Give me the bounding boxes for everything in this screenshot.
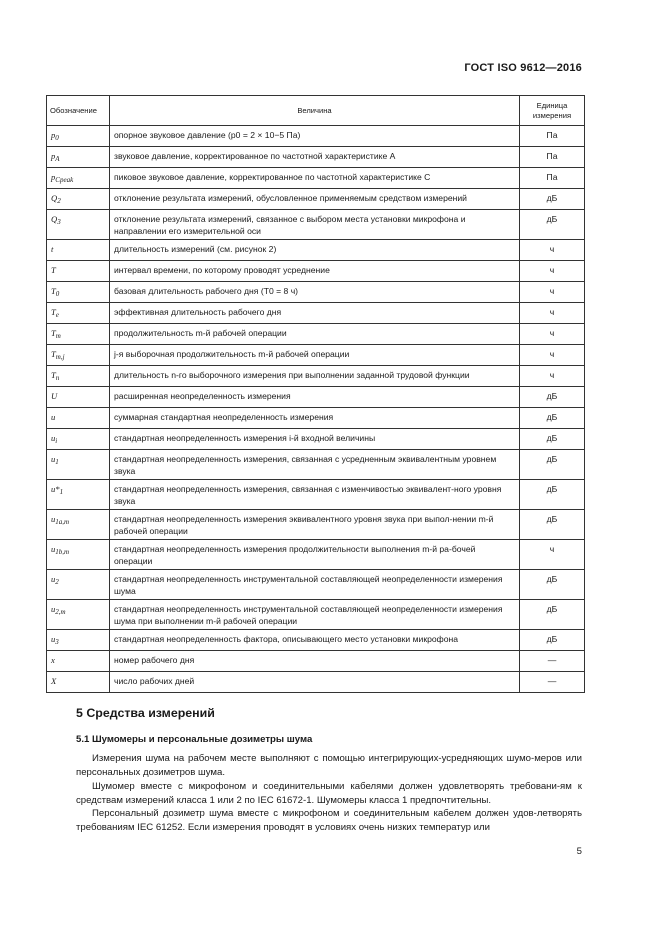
symbol-subscript: 2,m — [55, 608, 66, 616]
symbol-subscript: A — [55, 155, 60, 163]
unit-cell: ч — [520, 240, 585, 261]
unit-cell: Па — [520, 147, 585, 168]
unit-cell: дБ — [520, 630, 585, 651]
symbol-letter: T — [51, 286, 56, 296]
symbol-cell — [47, 168, 110, 189]
description-cell: число рабочих дней — [110, 672, 520, 693]
symbol-subscript: 0 — [55, 134, 59, 142]
table-row — [47, 366, 585, 387]
symbol-cell — [47, 261, 110, 282]
description-cell: продолжительность m-й рабочей операции — [110, 324, 520, 345]
symbol-letter: T — [51, 349, 56, 359]
symbol-cell — [47, 147, 110, 168]
unit-cell: дБ — [520, 570, 585, 600]
symbol-letter: Q — [51, 214, 58, 224]
symbol-subscript: 2 — [55, 578, 59, 586]
description-cell: стандартная неопределенность фактора, описывающего место установки микрофона — [110, 630, 520, 651]
symbol-subscript: 1b,m — [55, 548, 70, 556]
symbol-letter: T — [51, 328, 56, 338]
symbol-cell — [47, 126, 110, 147]
table-row — [47, 570, 585, 600]
header-symbol: Обозначение — [47, 96, 110, 126]
unit-cell: ч — [520, 345, 585, 366]
symbol-cell — [47, 600, 110, 630]
symbol-letter: Q — [51, 193, 58, 203]
symbol-letter: T — [51, 265, 56, 275]
description-cell: длительность измерений (см. рисунок 2) — [110, 240, 520, 261]
paragraph-3: Персональный дозиметр шума вместе с микрофоном и соединительным кабелем должен удов-летворять требованиям IEC 61252. Если измерения проводят в условиях очень низких температур или — [76, 808, 582, 833]
symbol-letter: u — [51, 544, 56, 554]
description-cell: стандартная неопределенность измерения, связанная с изменчивостью эквивалент-ного уровня звука — [110, 480, 520, 510]
symbol-cell — [47, 324, 110, 345]
unit-cell: дБ — [520, 480, 585, 510]
symbol-letter: p — [51, 130, 56, 140]
header-unit — [520, 96, 585, 126]
table-row — [47, 210, 585, 240]
symbol-letter: u — [51, 634, 56, 644]
header-unit-line1: Единица — [536, 100, 568, 110]
symbol-subscript: 3 — [57, 218, 61, 226]
description-cell: пиковое звуковое давление, корректированное по частотной характеристике C — [110, 168, 520, 189]
unit-cell: — — [520, 651, 585, 672]
unit-cell: дБ — [520, 189, 585, 210]
symbol-letter: T — [51, 307, 56, 317]
symbol-subscript: 1a,m — [55, 518, 70, 526]
symbol-cell — [47, 366, 110, 387]
table-row — [47, 480, 585, 510]
description-cell: стандартная неопределенность инструментальной составляющей неопределенности измерения шума — [110, 570, 520, 600]
table-row — [47, 600, 585, 630]
header-unit-line2: измерения — [532, 110, 572, 120]
symbol-cell — [47, 387, 110, 408]
symbol-subscript: 1 — [55, 458, 59, 466]
table-row — [47, 450, 585, 480]
unit-cell: дБ — [520, 210, 585, 240]
symbol-subscript: n — [55, 374, 60, 382]
table-row — [47, 324, 585, 345]
table-row — [47, 303, 585, 324]
symbol-cell — [47, 672, 110, 693]
unit-cell: — — [520, 672, 585, 693]
description-cell: стандартная неопределенность измерения i-й входной величины — [110, 429, 520, 450]
symbol-letter: p — [51, 172, 56, 182]
symbol-subscript: 2 — [57, 197, 61, 205]
table-row — [47, 408, 585, 429]
description-cell: стандартная неопределенность измерения, связанная с усредненным эквивалентным уровнем звука — [110, 450, 520, 480]
unit-cell: дБ — [520, 450, 585, 480]
symbols-table — [46, 95, 585, 693]
table-row — [47, 261, 585, 282]
paragraph-2: Шумомер вместе с микрофоном и соединительными кабелями должен удовлетворять требовани-ям к средствам измерений класса 1 или 2 по IEC 61672-1. Шумомеры класса 1 предпочтительны. — [76, 781, 582, 806]
symbol-cell — [47, 189, 110, 210]
unit-cell: дБ — [520, 510, 585, 540]
section-title: 5 Средства измерений — [76, 706, 215, 720]
symbol-subscript: 0 — [55, 290, 60, 298]
description-cell: отклонение результата измерений, связанное с выбором места установки микрофона и направлении его измерительной оси — [110, 210, 520, 240]
description-cell: суммарная стандартная неопределенность измерения — [110, 408, 520, 429]
table-row — [47, 345, 585, 366]
table-header-row — [47, 96, 585, 126]
description-cell: стандартная неопределенность измерения эквивалентного уровня звука при выпол-нении m-й рабочей операции — [110, 510, 520, 540]
description-cell: интервал времени, по которому проводят усреднение — [110, 261, 520, 282]
table-row — [47, 429, 585, 450]
symbol-cell — [47, 408, 110, 429]
symbol-cell — [47, 651, 110, 672]
symbol-cell — [47, 510, 110, 540]
unit-cell: Па — [520, 126, 585, 147]
unit-cell: дБ — [520, 600, 585, 630]
symbol-letter: u* — [51, 484, 60, 494]
symbol-subscript: 1 — [59, 488, 64, 496]
unit-cell: ч — [520, 282, 585, 303]
symbol-letter: p — [51, 151, 56, 161]
description-cell: расширенная неопределенность измерения — [110, 387, 520, 408]
symbol-letter: u — [51, 574, 56, 584]
symbol-cell — [47, 570, 110, 600]
description-cell: опорное звуковое давление (p0 = 2 × 10−5 Па) — [110, 126, 520, 147]
symbol-subscript: m — [55, 332, 61, 340]
table-row — [47, 510, 585, 540]
page-number: 5 — [576, 846, 582, 857]
unit-cell: дБ — [520, 429, 585, 450]
unit-cell: ч — [520, 366, 585, 387]
table-row — [47, 672, 585, 693]
table-row — [47, 630, 585, 651]
description-cell: стандартная неопределенность измерения продолжительности выполнения m-й ра-бочей операции — [110, 540, 520, 570]
symbol-cell — [47, 429, 110, 450]
symbol-cell — [47, 282, 110, 303]
symbol-subscript: i — [55, 437, 58, 445]
symbol-letter: U — [51, 391, 58, 401]
table-row — [47, 126, 585, 147]
paragraph-1: Измерения шума на рабочем месте выполняют с помощью интегрирующих-усредняющих шумо-меров или персональных дозиметров шума. — [76, 753, 582, 778]
description-cell: номер рабочего дня — [110, 651, 520, 672]
symbol-cell — [47, 540, 110, 570]
symbol-letter: T — [51, 370, 56, 380]
symbol-letter: t — [51, 244, 54, 254]
header-quantity: Величина — [110, 96, 520, 126]
subsection-title: 5.1 Шумомеры и персональные дозиметры шума — [76, 734, 313, 745]
description-cell: длительность n-го выборочного измерения при выполнении заданной трудовой функции — [110, 366, 520, 387]
table-row — [47, 189, 585, 210]
description-cell: эффективная длительность рабочего дня — [110, 303, 520, 324]
symbol-letter: u — [51, 604, 56, 614]
symbol-letter: u — [51, 514, 56, 524]
symbol-subscript: m,j — [55, 353, 65, 361]
symbol-letter: u — [51, 412, 56, 422]
unit-cell: дБ — [520, 408, 585, 429]
table-row — [47, 540, 585, 570]
symbol-cell — [47, 303, 110, 324]
unit-cell: ч — [520, 303, 585, 324]
symbol-cell — [47, 240, 110, 261]
symbol-cell — [47, 630, 110, 651]
document-code: ГОСТ ISO 9612—2016 — [464, 62, 582, 74]
description-cell: отклонение результата измерений, обусловленное применяемым средством измерений — [110, 189, 520, 210]
description-cell: j-я выборочная продолжительность m-й рабочей операции — [110, 345, 520, 366]
symbol-subscript: Cpeak — [55, 176, 74, 184]
symbol-letter: X — [51, 676, 57, 686]
description-cell: базовая длительность рабочего дня (T0 = 8 ч) — [110, 282, 520, 303]
symbol-cell — [47, 450, 110, 480]
symbol-letter: u — [51, 454, 56, 464]
table-row — [47, 147, 585, 168]
table-row — [47, 282, 585, 303]
symbol-cell — [47, 345, 110, 366]
unit-cell: ч — [520, 324, 585, 345]
symbol-letter: x — [51, 655, 55, 665]
unit-cell: ч — [520, 261, 585, 282]
table-row — [47, 387, 585, 408]
symbol-letter: u — [51, 433, 56, 443]
symbol-cell — [47, 210, 110, 240]
unit-cell: дБ — [520, 387, 585, 408]
table-row — [47, 651, 585, 672]
symbol-cell — [47, 480, 110, 510]
symbol-subscript: 3 — [55, 638, 59, 646]
description-cell: звуковое давление, корректированное по частотной характеристике A — [110, 147, 520, 168]
symbol-subscript: e — [55, 311, 59, 319]
description-cell: стандартная неопределенность инструментальной составляющей неопределенности измерения шума при выполнении m-й рабочей операции — [110, 600, 520, 630]
unit-cell: ч — [520, 540, 585, 570]
table-row — [47, 168, 585, 189]
table-row — [47, 240, 585, 261]
unit-cell: Па — [520, 168, 585, 189]
